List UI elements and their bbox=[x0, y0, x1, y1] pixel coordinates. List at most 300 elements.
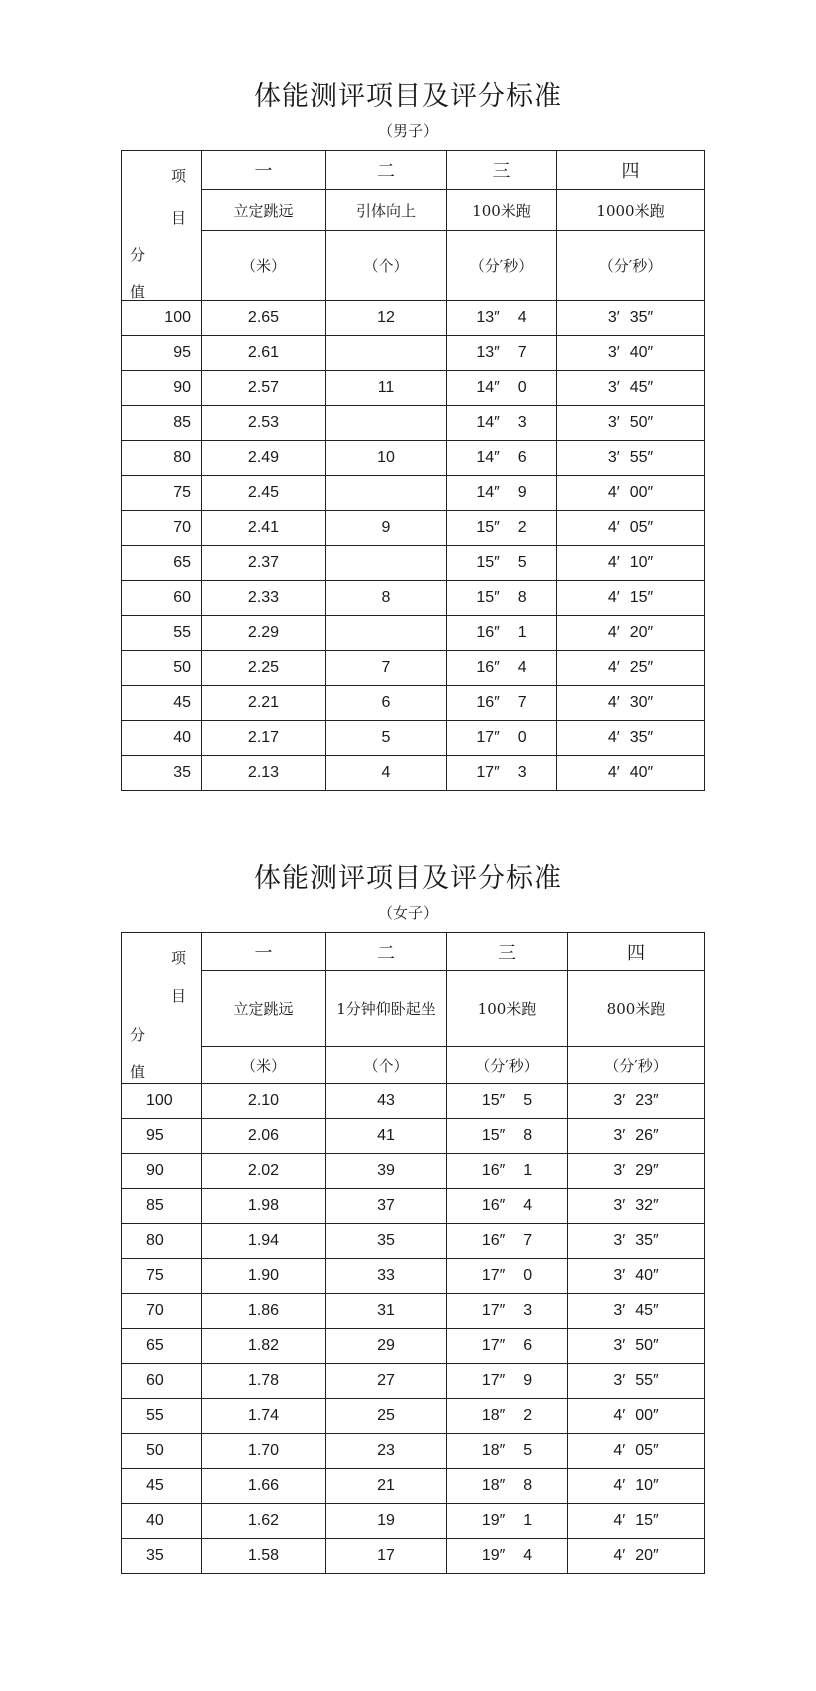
jump-cell: 1.90 bbox=[202, 1259, 326, 1294]
long-run-seconds: 20″ bbox=[629, 624, 654, 641]
col-unit: （米） bbox=[202, 1047, 326, 1084]
run100-cell bbox=[447, 686, 557, 721]
run100-tenths: 9 bbox=[517, 484, 527, 501]
long-run-cell bbox=[557, 476, 705, 511]
run100-tenths: 3 bbox=[517, 414, 527, 431]
long-run-minutes: 3′ bbox=[607, 449, 620, 466]
corner-item-top: 项 bbox=[171, 949, 187, 967]
run100-seconds: 16″ bbox=[481, 1162, 506, 1179]
run100-seconds: 18″ bbox=[481, 1442, 506, 1459]
second-event-cell: 8 bbox=[326, 581, 447, 616]
jump-cell: 1.74 bbox=[202, 1399, 326, 1434]
run100-cell bbox=[447, 441, 557, 476]
run100-tenths: 6 bbox=[523, 1337, 533, 1354]
jump-cell: 1.78 bbox=[202, 1364, 326, 1399]
long-run-cell bbox=[557, 371, 705, 406]
table-row bbox=[122, 686, 705, 721]
second-event-cell: 39 bbox=[326, 1154, 447, 1189]
run100-seconds: 14″ bbox=[476, 379, 500, 396]
run100-seconds: 16″ bbox=[476, 659, 500, 676]
jump-cell: 1.82 bbox=[202, 1329, 326, 1364]
run100-cell bbox=[447, 546, 557, 581]
long-run-minutes: 3′ bbox=[613, 1197, 626, 1214]
long-run-seconds: 45″ bbox=[629, 379, 654, 396]
long-run-seconds: 40″ bbox=[629, 344, 654, 361]
long-run-cell bbox=[557, 406, 705, 441]
long-run-seconds: 50″ bbox=[635, 1337, 659, 1354]
female-title: 体能测评项目及评分标准 bbox=[254, 863, 562, 894]
run100-seconds: 19″ bbox=[481, 1512, 506, 1529]
run100-seconds: 16″ bbox=[481, 1197, 506, 1214]
long-run-cell bbox=[557, 546, 705, 581]
corner-score-top: 分 bbox=[130, 246, 146, 264]
long-run-seconds: 10″ bbox=[629, 554, 654, 571]
long-run-cell bbox=[557, 336, 705, 371]
run100-seconds: 16″ bbox=[481, 1232, 506, 1249]
table-row bbox=[122, 1189, 705, 1224]
score-cell: 90 bbox=[122, 1154, 202, 1189]
long-run-seconds: 29″ bbox=[635, 1162, 659, 1179]
corner-header bbox=[122, 933, 202, 1084]
run100-cell bbox=[447, 336, 557, 371]
long-run-seconds: 26″ bbox=[635, 1127, 659, 1144]
jump-cell: 2.45 bbox=[202, 476, 326, 511]
run100-cell bbox=[447, 1224, 568, 1259]
corner-score-bottom: 值 bbox=[130, 1063, 146, 1081]
second-event-cell: 6 bbox=[326, 686, 447, 721]
run100-cell bbox=[447, 406, 557, 441]
long-run-minutes: 3′ bbox=[607, 379, 620, 396]
table-row bbox=[122, 371, 705, 406]
second-event-cell: 5 bbox=[326, 721, 447, 756]
jump-cell: 2.17 bbox=[202, 721, 326, 756]
col-name: 1000米跑 bbox=[557, 190, 705, 231]
run100-tenths: 2 bbox=[523, 1407, 533, 1424]
long-run-seconds: 45″ bbox=[635, 1302, 659, 1319]
jump-cell: 1.94 bbox=[202, 1224, 326, 1259]
long-run-minutes: 4′ bbox=[607, 624, 620, 641]
table-row bbox=[122, 616, 705, 651]
run100-tenths: 8 bbox=[523, 1477, 533, 1494]
run100-tenths: 3 bbox=[523, 1302, 533, 1319]
run100-cell bbox=[447, 301, 557, 336]
col-number: 二 bbox=[326, 933, 447, 971]
second-event-cell bbox=[326, 546, 447, 581]
long-run-cell bbox=[568, 1189, 705, 1224]
run100-seconds: 17″ bbox=[481, 1372, 506, 1389]
score-cell: 75 bbox=[122, 476, 202, 511]
long-run-minutes: 4′ bbox=[607, 694, 620, 711]
col-number: 三 bbox=[447, 933, 568, 971]
male-score-table bbox=[121, 150, 705, 791]
run100-seconds: 16″ bbox=[476, 694, 500, 711]
table-row bbox=[122, 1224, 705, 1259]
long-run-seconds: 30″ bbox=[629, 694, 654, 711]
run100-tenths: 5 bbox=[523, 1092, 533, 1109]
long-run-seconds: 23″ bbox=[635, 1092, 659, 1109]
second-event-cell bbox=[326, 616, 447, 651]
run100-cell bbox=[447, 1084, 568, 1119]
long-run-cell bbox=[568, 1154, 705, 1189]
second-event-cell: 31 bbox=[326, 1294, 447, 1329]
jump-cell: 1.66 bbox=[202, 1469, 326, 1504]
score-cell: 70 bbox=[122, 511, 202, 546]
table-row bbox=[122, 406, 705, 441]
long-run-minutes: 3′ bbox=[613, 1127, 626, 1144]
col-name: 引体向上 bbox=[326, 190, 447, 231]
col-number: 一 bbox=[202, 933, 326, 971]
run100-cell bbox=[447, 1189, 568, 1224]
jump-cell: 1.58 bbox=[202, 1539, 326, 1574]
score-cell: 85 bbox=[122, 1189, 202, 1224]
jump-cell: 1.62 bbox=[202, 1504, 326, 1539]
run100-cell bbox=[447, 511, 557, 546]
score-cell: 80 bbox=[122, 441, 202, 476]
score-cell: 40 bbox=[122, 721, 202, 756]
run100-cell bbox=[447, 721, 557, 756]
long-run-minutes: 3′ bbox=[607, 344, 620, 361]
second-event-cell: 35 bbox=[326, 1224, 447, 1259]
run100-seconds: 15″ bbox=[476, 554, 500, 571]
run100-tenths: 7 bbox=[517, 344, 527, 361]
table-row bbox=[122, 301, 705, 336]
table-row bbox=[122, 1399, 705, 1434]
long-run-minutes: 4′ bbox=[607, 589, 620, 606]
long-run-minutes: 3′ bbox=[613, 1092, 626, 1109]
long-run-seconds: 05″ bbox=[635, 1442, 659, 1459]
run100-cell bbox=[447, 1539, 568, 1574]
col-name: 立定跳远 bbox=[202, 971, 326, 1047]
long-run-seconds: 15″ bbox=[629, 589, 654, 606]
long-run-cell bbox=[557, 651, 705, 686]
second-event-cell bbox=[326, 336, 447, 371]
run100-tenths: 4 bbox=[523, 1547, 533, 1564]
corner-score-bottom: 值 bbox=[130, 283, 146, 301]
corner-item-bottom: 目 bbox=[171, 987, 187, 1005]
score-cell: 70 bbox=[122, 1294, 202, 1329]
second-event-cell: 25 bbox=[326, 1399, 447, 1434]
long-run-seconds: 35″ bbox=[635, 1232, 659, 1249]
long-run-seconds: 35″ bbox=[629, 729, 654, 746]
jump-cell: 2.41 bbox=[202, 511, 326, 546]
second-event-cell: 33 bbox=[326, 1259, 447, 1294]
second-event-cell: 12 bbox=[326, 301, 447, 336]
second-event-cell: 17 bbox=[326, 1539, 447, 1574]
long-run-cell bbox=[557, 581, 705, 616]
long-run-seconds: 32″ bbox=[635, 1197, 659, 1214]
long-run-seconds: 00″ bbox=[635, 1407, 659, 1424]
table-row bbox=[122, 546, 705, 581]
run100-cell bbox=[447, 1364, 568, 1399]
table-row bbox=[122, 1154, 705, 1189]
long-run-seconds: 25″ bbox=[629, 659, 654, 676]
run100-tenths: 5 bbox=[517, 554, 527, 571]
second-event-cell bbox=[326, 476, 447, 511]
run100-seconds: 16″ bbox=[476, 624, 500, 641]
long-run-minutes: 4′ bbox=[613, 1512, 626, 1529]
run100-seconds: 19″ bbox=[481, 1547, 506, 1564]
col-name: 1分钟仰卧起坐 bbox=[326, 971, 447, 1047]
jump-cell: 1.70 bbox=[202, 1434, 326, 1469]
long-run-cell bbox=[568, 1399, 705, 1434]
table-row bbox=[122, 1469, 705, 1504]
score-cell: 50 bbox=[122, 1434, 202, 1469]
run100-seconds: 18″ bbox=[481, 1477, 506, 1494]
table-row bbox=[122, 1434, 705, 1469]
long-run-minutes: 4′ bbox=[607, 764, 620, 781]
long-run-minutes: 3′ bbox=[607, 414, 620, 431]
run100-tenths: 1 bbox=[523, 1512, 533, 1529]
long-run-cell bbox=[557, 616, 705, 651]
jump-cell: 2.65 bbox=[202, 301, 326, 336]
jump-cell: 2.53 bbox=[202, 406, 326, 441]
long-run-minutes: 4′ bbox=[607, 554, 620, 571]
col-name: 800米跑 bbox=[568, 971, 705, 1047]
long-run-seconds: 10″ bbox=[635, 1477, 659, 1494]
score-cell: 75 bbox=[122, 1259, 202, 1294]
corner-item-bottom: 目 bbox=[171, 209, 187, 227]
second-event-cell: 27 bbox=[326, 1364, 447, 1399]
score-cell: 40 bbox=[122, 1504, 202, 1539]
col-name: 100米跑 bbox=[447, 971, 568, 1047]
run100-tenths: 0 bbox=[523, 1267, 533, 1284]
long-run-cell bbox=[568, 1329, 705, 1364]
col-unit: （分′秒） bbox=[447, 231, 557, 301]
jump-cell: 2.10 bbox=[202, 1084, 326, 1119]
table-row bbox=[122, 721, 705, 756]
long-run-minutes: 4′ bbox=[607, 484, 620, 501]
second-event-cell: 43 bbox=[326, 1084, 447, 1119]
run100-cell bbox=[447, 1504, 568, 1539]
table-row bbox=[122, 1329, 705, 1364]
long-run-cell bbox=[568, 1434, 705, 1469]
long-run-cell bbox=[557, 721, 705, 756]
second-event-cell: 21 bbox=[326, 1469, 447, 1504]
score-cell: 95 bbox=[122, 336, 202, 371]
run100-cell bbox=[447, 1469, 568, 1504]
run100-cell bbox=[447, 1294, 568, 1329]
run100-seconds: 17″ bbox=[481, 1337, 506, 1354]
table-row bbox=[122, 1119, 705, 1154]
long-run-seconds: 55″ bbox=[635, 1372, 659, 1389]
col-number: 三 bbox=[447, 151, 557, 190]
second-event-cell: 19 bbox=[326, 1504, 447, 1539]
table-row bbox=[122, 651, 705, 686]
run100-cell bbox=[447, 1119, 568, 1154]
long-run-minutes: 3′ bbox=[613, 1337, 626, 1354]
run100-tenths: 5 bbox=[523, 1442, 533, 1459]
table-row bbox=[122, 511, 705, 546]
table-row bbox=[122, 441, 705, 476]
long-run-cell bbox=[557, 511, 705, 546]
jump-cell: 2.57 bbox=[202, 371, 326, 406]
long-run-cell bbox=[568, 1469, 705, 1504]
long-run-minutes: 4′ bbox=[607, 659, 620, 676]
jump-cell: 1.86 bbox=[202, 1294, 326, 1329]
long-run-minutes: 4′ bbox=[607, 519, 620, 536]
col-unit: （个） bbox=[326, 1047, 447, 1084]
col-name: 立定跳远 bbox=[202, 190, 326, 231]
run100-seconds: 15″ bbox=[476, 519, 500, 536]
col-unit: （个） bbox=[326, 231, 447, 301]
run100-cell bbox=[447, 476, 557, 511]
second-event-cell: 9 bbox=[326, 511, 447, 546]
long-run-minutes: 3′ bbox=[613, 1302, 626, 1319]
long-run-cell bbox=[557, 686, 705, 721]
second-event-cell: 7 bbox=[326, 651, 447, 686]
run100-cell bbox=[447, 1259, 568, 1294]
score-cell: 55 bbox=[122, 616, 202, 651]
long-run-minutes: 4′ bbox=[613, 1547, 626, 1564]
score-cell: 55 bbox=[122, 1399, 202, 1434]
run100-cell bbox=[447, 1434, 568, 1469]
run100-cell bbox=[447, 651, 557, 686]
score-cell: 65 bbox=[122, 1329, 202, 1364]
run100-seconds: 17″ bbox=[476, 764, 500, 781]
score-cell: 45 bbox=[122, 686, 202, 721]
jump-cell: 2.02 bbox=[202, 1154, 326, 1189]
run100-tenths: 9 bbox=[523, 1372, 533, 1389]
run100-cell bbox=[447, 1329, 568, 1364]
second-event-cell bbox=[326, 406, 447, 441]
score-cell: 65 bbox=[122, 546, 202, 581]
run100-tenths: 1 bbox=[517, 624, 527, 641]
table-row bbox=[122, 476, 705, 511]
col-unit: （分′秒） bbox=[568, 1047, 705, 1084]
table-row bbox=[122, 1504, 705, 1539]
run100-seconds: 14″ bbox=[476, 414, 500, 431]
score-cell: 80 bbox=[122, 1224, 202, 1259]
long-run-seconds: 15″ bbox=[635, 1512, 659, 1529]
long-run-cell bbox=[568, 1364, 705, 1399]
run100-seconds: 14″ bbox=[476, 449, 500, 466]
jump-cell: 2.37 bbox=[202, 546, 326, 581]
male-subtitle: （男子） bbox=[377, 122, 438, 140]
long-run-minutes: 4′ bbox=[613, 1407, 626, 1424]
long-run-minutes: 3′ bbox=[613, 1267, 626, 1284]
run100-seconds: 13″ bbox=[476, 344, 500, 361]
long-run-minutes: 3′ bbox=[613, 1372, 626, 1389]
long-run-minutes: 3′ bbox=[613, 1232, 626, 1249]
long-run-cell bbox=[568, 1084, 705, 1119]
run100-tenths: 6 bbox=[517, 449, 527, 466]
jump-cell: 2.61 bbox=[202, 336, 326, 371]
long-run-seconds: 55″ bbox=[629, 449, 654, 466]
long-run-cell bbox=[557, 441, 705, 476]
score-cell: 50 bbox=[122, 651, 202, 686]
long-run-minutes: 4′ bbox=[607, 729, 620, 746]
long-run-seconds: 50″ bbox=[629, 414, 654, 431]
long-run-cell bbox=[568, 1539, 705, 1574]
score-cell: 100 bbox=[122, 301, 202, 336]
score-cell: 95 bbox=[122, 1119, 202, 1154]
long-run-seconds: 05″ bbox=[629, 519, 654, 536]
col-unit: （米） bbox=[202, 231, 326, 301]
score-cell: 45 bbox=[122, 1469, 202, 1504]
run100-seconds: 18″ bbox=[481, 1407, 506, 1424]
male-title: 体能测评项目及评分标准 bbox=[254, 81, 562, 112]
long-run-seconds: 40″ bbox=[635, 1267, 659, 1284]
long-run-cell bbox=[568, 1504, 705, 1539]
run100-tenths: 1 bbox=[523, 1162, 533, 1179]
second-event-cell: 23 bbox=[326, 1434, 447, 1469]
long-run-seconds: 40″ bbox=[629, 764, 654, 781]
corner-item-top: 项 bbox=[171, 167, 187, 185]
jump-cell: 2.13 bbox=[202, 756, 326, 791]
corner-header bbox=[122, 151, 202, 301]
table-row bbox=[122, 756, 705, 791]
long-run-cell bbox=[568, 1294, 705, 1329]
run100-tenths: 0 bbox=[517, 379, 527, 396]
long-run-cell bbox=[557, 756, 705, 791]
jump-cell: 2.06 bbox=[202, 1119, 326, 1154]
run100-tenths: 4 bbox=[517, 659, 527, 676]
second-event-cell: 11 bbox=[326, 371, 447, 406]
run100-seconds: 13″ bbox=[476, 309, 500, 326]
long-run-cell bbox=[568, 1259, 705, 1294]
col-unit: （分′秒） bbox=[557, 231, 705, 301]
score-cell: 35 bbox=[122, 756, 202, 791]
table-row bbox=[122, 1084, 705, 1119]
score-cell: 60 bbox=[122, 581, 202, 616]
long-run-minutes: 4′ bbox=[613, 1477, 626, 1494]
run100-tenths: 4 bbox=[523, 1197, 533, 1214]
run100-tenths: 7 bbox=[517, 694, 527, 711]
score-cell: 90 bbox=[122, 371, 202, 406]
female-score-table bbox=[121, 932, 705, 1574]
jump-cell: 2.25 bbox=[202, 651, 326, 686]
long-run-cell bbox=[568, 1119, 705, 1154]
jump-cell: 2.49 bbox=[202, 441, 326, 476]
run100-seconds: 15″ bbox=[481, 1092, 506, 1109]
col-number: 二 bbox=[326, 151, 447, 190]
run100-tenths: 0 bbox=[517, 729, 527, 746]
run100-cell bbox=[447, 616, 557, 651]
run100-seconds: 15″ bbox=[481, 1127, 506, 1144]
jump-cell: 2.21 bbox=[202, 686, 326, 721]
second-event-cell: 29 bbox=[326, 1329, 447, 1364]
run100-cell bbox=[447, 581, 557, 616]
table-row bbox=[122, 581, 705, 616]
run100-seconds: 14″ bbox=[476, 484, 500, 501]
table-row bbox=[122, 1294, 705, 1329]
run100-tenths: 2 bbox=[517, 519, 527, 536]
table-row bbox=[122, 336, 705, 371]
run100-tenths: 8 bbox=[517, 589, 527, 606]
table-row bbox=[122, 1364, 705, 1399]
long-run-minutes: 3′ bbox=[613, 1162, 626, 1179]
run100-seconds: 17″ bbox=[476, 729, 500, 746]
long-run-minutes: 3′ bbox=[607, 309, 620, 326]
col-number: 四 bbox=[557, 151, 705, 190]
second-event-cell: 4 bbox=[326, 756, 447, 791]
score-cell: 100 bbox=[122, 1084, 202, 1119]
run100-cell bbox=[447, 1154, 568, 1189]
long-run-seconds: 00″ bbox=[629, 484, 654, 501]
long-run-minutes: 4′ bbox=[613, 1442, 626, 1459]
run100-seconds: 17″ bbox=[481, 1302, 506, 1319]
score-cell: 85 bbox=[122, 406, 202, 441]
run100-tenths: 7 bbox=[523, 1232, 533, 1249]
run100-tenths: 8 bbox=[523, 1127, 533, 1144]
score-cell: 35 bbox=[122, 1539, 202, 1574]
col-unit: （分′秒） bbox=[447, 1047, 568, 1084]
long-run-cell bbox=[568, 1224, 705, 1259]
second-event-cell: 37 bbox=[326, 1189, 447, 1224]
female-subtitle: （女子） bbox=[377, 904, 438, 922]
run100-seconds: 17″ bbox=[481, 1267, 506, 1284]
corner-score-top: 分 bbox=[130, 1026, 146, 1044]
